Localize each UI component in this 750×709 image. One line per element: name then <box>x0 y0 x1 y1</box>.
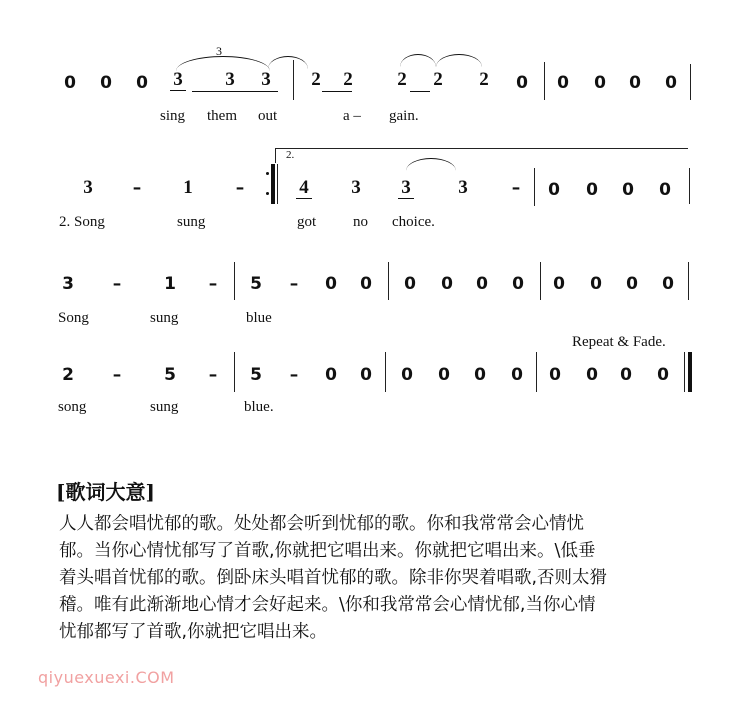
barline <box>536 352 537 392</box>
volta-bracket <box>275 148 688 163</box>
tie-slur <box>436 54 482 67</box>
note: 2 <box>311 69 321 90</box>
section-title: [歌词大意] <box>56 480 155 504</box>
note: 0 <box>586 365 598 385</box>
lyric: a – <box>343 108 361 124</box>
note: 0 <box>553 274 565 294</box>
barline <box>534 168 535 206</box>
meaning-line: 人人都会唱忧郁的歌。处处都会听到忧郁的歌。你和我常常会心情忧 <box>59 514 584 534</box>
beam-line <box>322 91 352 92</box>
barline <box>234 352 235 392</box>
lyric: 2. Song <box>59 214 105 230</box>
note: 0 <box>325 274 337 294</box>
note: 0 <box>438 365 450 385</box>
note: 2 <box>433 69 443 90</box>
lyric: them <box>207 108 237 124</box>
dash: – <box>132 178 142 198</box>
barline <box>540 262 541 300</box>
note: 3 <box>62 274 74 294</box>
tie-slur <box>268 56 308 69</box>
meaning-paragraph <box>59 511 709 646</box>
note: 3 <box>83 177 93 198</box>
beam-line <box>222 91 278 92</box>
final-barline-thick <box>688 352 692 392</box>
barline <box>688 262 689 300</box>
note: 0 <box>659 180 671 200</box>
note: 0 <box>662 274 674 294</box>
dash: – <box>112 274 122 294</box>
meaning-line: 郁。当你心情忧郁写了首歌,你就把它唱出来。你就把它唱出来。\低垂 <box>59 541 596 561</box>
note: 0 <box>626 274 638 294</box>
note: 3 <box>225 69 235 90</box>
note: 3 <box>261 69 271 90</box>
dash: – <box>208 274 218 294</box>
barline <box>388 262 389 300</box>
lyric: sing <box>160 108 186 124</box>
note: 2 <box>343 69 353 90</box>
note: 3 <box>398 178 414 199</box>
dash: – <box>289 274 299 294</box>
repeat-fade-annotation: Repeat & Fade. <box>572 334 666 350</box>
note: 0 <box>629 73 641 93</box>
dash: – <box>112 365 122 385</box>
lyric: Song <box>58 310 89 326</box>
lyric: blue. <box>244 399 274 415</box>
lyric: song <box>58 399 87 415</box>
barline <box>385 352 386 392</box>
repeat-barline <box>271 164 275 204</box>
note: 2 <box>479 69 489 90</box>
note: 2 <box>397 69 407 90</box>
lyric: out <box>258 108 278 124</box>
watermark: qiyuexuexi.COM <box>38 668 175 687</box>
note: 5 <box>250 365 262 385</box>
meaning-line: 着头唱首忧郁的歌。倒卧床头唱首忧郁的歌。除非你哭着唱歌,否则太猾 <box>59 568 608 588</box>
note: 0 <box>622 180 634 200</box>
repeat-barline-thin <box>277 164 278 204</box>
note: 0 <box>620 365 632 385</box>
barline <box>689 168 690 204</box>
barline <box>293 60 294 100</box>
beam-line <box>192 91 222 92</box>
volta-label: 2. <box>286 149 295 161</box>
lyric: gain. <box>389 108 419 124</box>
repeat-dot <box>266 192 269 195</box>
note: 0 <box>64 73 76 93</box>
note: 0 <box>100 73 112 93</box>
note: 0 <box>474 365 486 385</box>
final-barline-thin <box>684 352 685 392</box>
note: 0 <box>441 274 453 294</box>
note: 0 <box>476 274 488 294</box>
barline <box>690 64 691 100</box>
note: 5 <box>250 274 262 294</box>
note: 4 <box>296 178 312 199</box>
note: 1 <box>164 274 176 294</box>
note: 0 <box>549 365 561 385</box>
note: 3 <box>170 70 186 91</box>
note: 2 <box>62 365 74 385</box>
note: 0 <box>657 365 669 385</box>
note: 3 <box>458 177 468 198</box>
note: 0 <box>360 274 372 294</box>
repeat-dot <box>266 172 269 175</box>
note: 0 <box>594 73 606 93</box>
note: 3 <box>351 177 361 198</box>
note: 0 <box>557 73 569 93</box>
note: 0 <box>360 365 372 385</box>
tuplet-slur <box>176 56 270 71</box>
dash: – <box>208 365 218 385</box>
lyric: got <box>297 214 317 230</box>
note: 0 <box>511 365 523 385</box>
dash: – <box>289 365 299 385</box>
note: 0 <box>512 274 524 294</box>
barline <box>234 262 235 300</box>
note: 1 <box>183 177 193 198</box>
note: 0 <box>548 180 560 200</box>
lyric: sung <box>150 310 179 326</box>
note: 0 <box>325 365 337 385</box>
note: 0 <box>590 274 602 294</box>
note: 0 <box>516 73 528 93</box>
dash: – <box>235 178 245 198</box>
note: 5 <box>164 365 176 385</box>
lyric: sung <box>150 399 179 415</box>
lyric: blue <box>246 310 272 326</box>
note: 0 <box>586 180 598 200</box>
dash: – <box>511 178 521 198</box>
meaning-line: 忧郁都写了首歌,你就把它唱出来。 <box>59 622 328 642</box>
beam-line <box>410 91 430 92</box>
lyric: choice. <box>392 214 435 230</box>
note: 0 <box>665 73 677 93</box>
lyric: sung <box>177 214 206 230</box>
tie-slur <box>400 54 436 67</box>
note: 0 <box>401 365 413 385</box>
lyric: no <box>353 214 368 230</box>
tuplet-label: 3 <box>216 44 222 58</box>
note: 0 <box>404 274 416 294</box>
meaning-line: 稽。唯有此渐渐地心情才会好起来。\你和我常常会心情忧郁,当你心情 <box>59 595 596 615</box>
barline <box>544 62 545 100</box>
note: 0 <box>136 73 148 93</box>
